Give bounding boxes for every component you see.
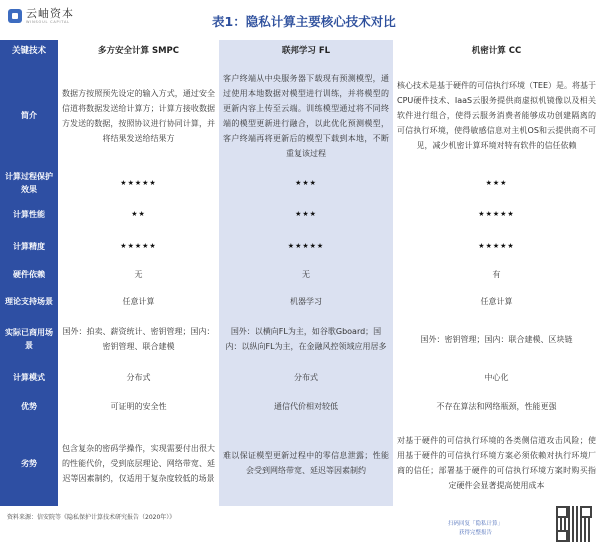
cell-cc: 核心技术是基于硬件的可信执行环境（TEE）是。将基于CPU硬件技术、IaaS云服务提供商虚拟机镜像以及相关软件进行组合，使得云服务消费者能够成功创建隔离的可信执行环境，使得敏感信息对主机OS和云提供商不可见，减少机密计算环境对特有软件的信任依赖 <box>397 81 596 150</box>
row-label: 计算模式 <box>13 372 45 382</box>
table-row <box>0 420 600 506</box>
cell-cc: 国外：密钥管理；国内：联合建模、区块链 <box>420 334 573 344</box>
rating-stars: ★★★★★ <box>120 178 157 187</box>
rating-stars: ★★★ <box>485 178 508 187</box>
table-row <box>0 286 600 316</box>
row-label: 优势 <box>21 401 37 411</box>
qr-caption-line1: 扫码回复「隐私计算」 <box>448 521 504 527</box>
cell-smpc: 数据方按照预先设定的输入方式，通过安全信道将数据发送给计算方；计算方接收数据方发送的数据，按照协议进行协同计算，并将结果发送给结果方 <box>62 88 215 143</box>
rating-stars: ★★★ <box>295 178 317 187</box>
table-row <box>0 63 600 168</box>
cell-cc: 中心化 <box>484 372 509 382</box>
cell-fl: 通信代价相对较低 <box>274 401 338 411</box>
row-label: 实际已商用场景 <box>5 328 53 350</box>
row-label: 计算性能 <box>13 209 45 219</box>
cell-fl: 无 <box>302 269 310 279</box>
cell-fl: 难以保证模型更新过程中的零信息泄露；性能会受到网络带宽、延迟等因素制约 <box>223 451 389 475</box>
rating-stars: ★★★★★ <box>478 209 515 218</box>
qr-code-icon[interactable] <box>556 506 592 542</box>
logo-icon <box>8 9 22 23</box>
header-fl: 联邦学习 FL <box>281 46 331 56</box>
header-cc: 机密计算 CC <box>471 46 522 56</box>
header-label: 关键技术 <box>11 46 46 56</box>
logo <box>8 8 74 25</box>
row-label: 计算精度 <box>13 241 45 251</box>
table-row <box>0 230 600 262</box>
row-label: 劣势 <box>21 458 37 468</box>
row-label: 计算过程保护效果 <box>5 172 53 194</box>
cell-fl: 国外：以横向FL为主，如谷歌Gboard；国内：以纵向FL为主，在金融风控领域应用居多 <box>225 327 387 351</box>
row-label: 理论支持场景 <box>5 296 53 306</box>
source-note: 资料来源：信安院等《隐私保护计算技术研究报告（2020年）》 <box>7 514 176 521</box>
table-row <box>0 168 600 198</box>
logo-name-cn: 云岫资本 <box>26 7 74 20</box>
qr-caption <box>448 520 503 538</box>
cell-fl: 机器学习 <box>290 296 322 306</box>
qr-caption-line2: 获得完整报告 <box>459 530 493 536</box>
rating-stars: ★★ <box>131 209 146 218</box>
cell-cc: 不存在算法和网络瓶颈，性能更强 <box>436 401 557 411</box>
header-smpc: 多方安全计算 SMPC <box>97 46 179 56</box>
cell-fl: 客户终端从中央服务器下载现有预测模型，通过使用本地数据对模型进行训练，并将模型的更新内容上传至云端。训练模型通过将不同终端的模型更新进行融合，以此优化预测模型，客户终端再将更新后的模型下载到本地，不断重复该过程 <box>223 73 389 158</box>
cell-smpc: 包含复杂的密码学操作，实现需要付出很大的性能代价，受到底层理论、网络带宽、延迟等因素制约，仅适用于复杂度较低的场景 <box>62 443 215 483</box>
rating-stars: ★★★ <box>295 209 317 218</box>
row-label: 硬件依赖 <box>13 269 45 279</box>
table-row <box>0 362 600 392</box>
cell-cc: 任意计算 <box>480 296 513 306</box>
rating-stars: ★★★★★ <box>478 241 515 250</box>
cell-smpc: 任意计算 <box>122 296 155 306</box>
cell-cc: 对基于硬件的可信执行环境的各类侧信道攻击风险；使用基于硬件的可信执行环境方案必须依赖对执行环境厂商的信任；部署基于硬件的可信执行环境方案时购买指定硬件会显著提高使用成本 <box>397 436 596 490</box>
cell-smpc: 可证明的安全性 <box>110 401 167 411</box>
comparison-table <box>0 40 600 506</box>
cell-smpc: 无 <box>134 269 143 279</box>
table-row <box>0 262 600 286</box>
page-title: 表1：隐私计算主要核心技术对比 <box>212 14 396 29</box>
rating-stars: ★★★★★ <box>287 241 325 250</box>
row-label: 简介 <box>21 111 37 120</box>
table-header <box>0 40 600 63</box>
cell-cc: 有 <box>492 269 501 279</box>
cell-smpc: 分布式 <box>126 372 151 382</box>
cell-smpc: 国外：拍卖、薪资统计、密钥管理；国内：密钥管理、联合建模 <box>62 327 215 351</box>
table-row <box>0 392 600 420</box>
table-row <box>0 198 600 230</box>
table-row <box>0 316 600 362</box>
logo-name-en: WINSOUL CAPITAL <box>26 20 70 24</box>
rating-stars: ★★★★★ <box>120 241 157 250</box>
cell-fl: 分布式 <box>294 372 318 382</box>
